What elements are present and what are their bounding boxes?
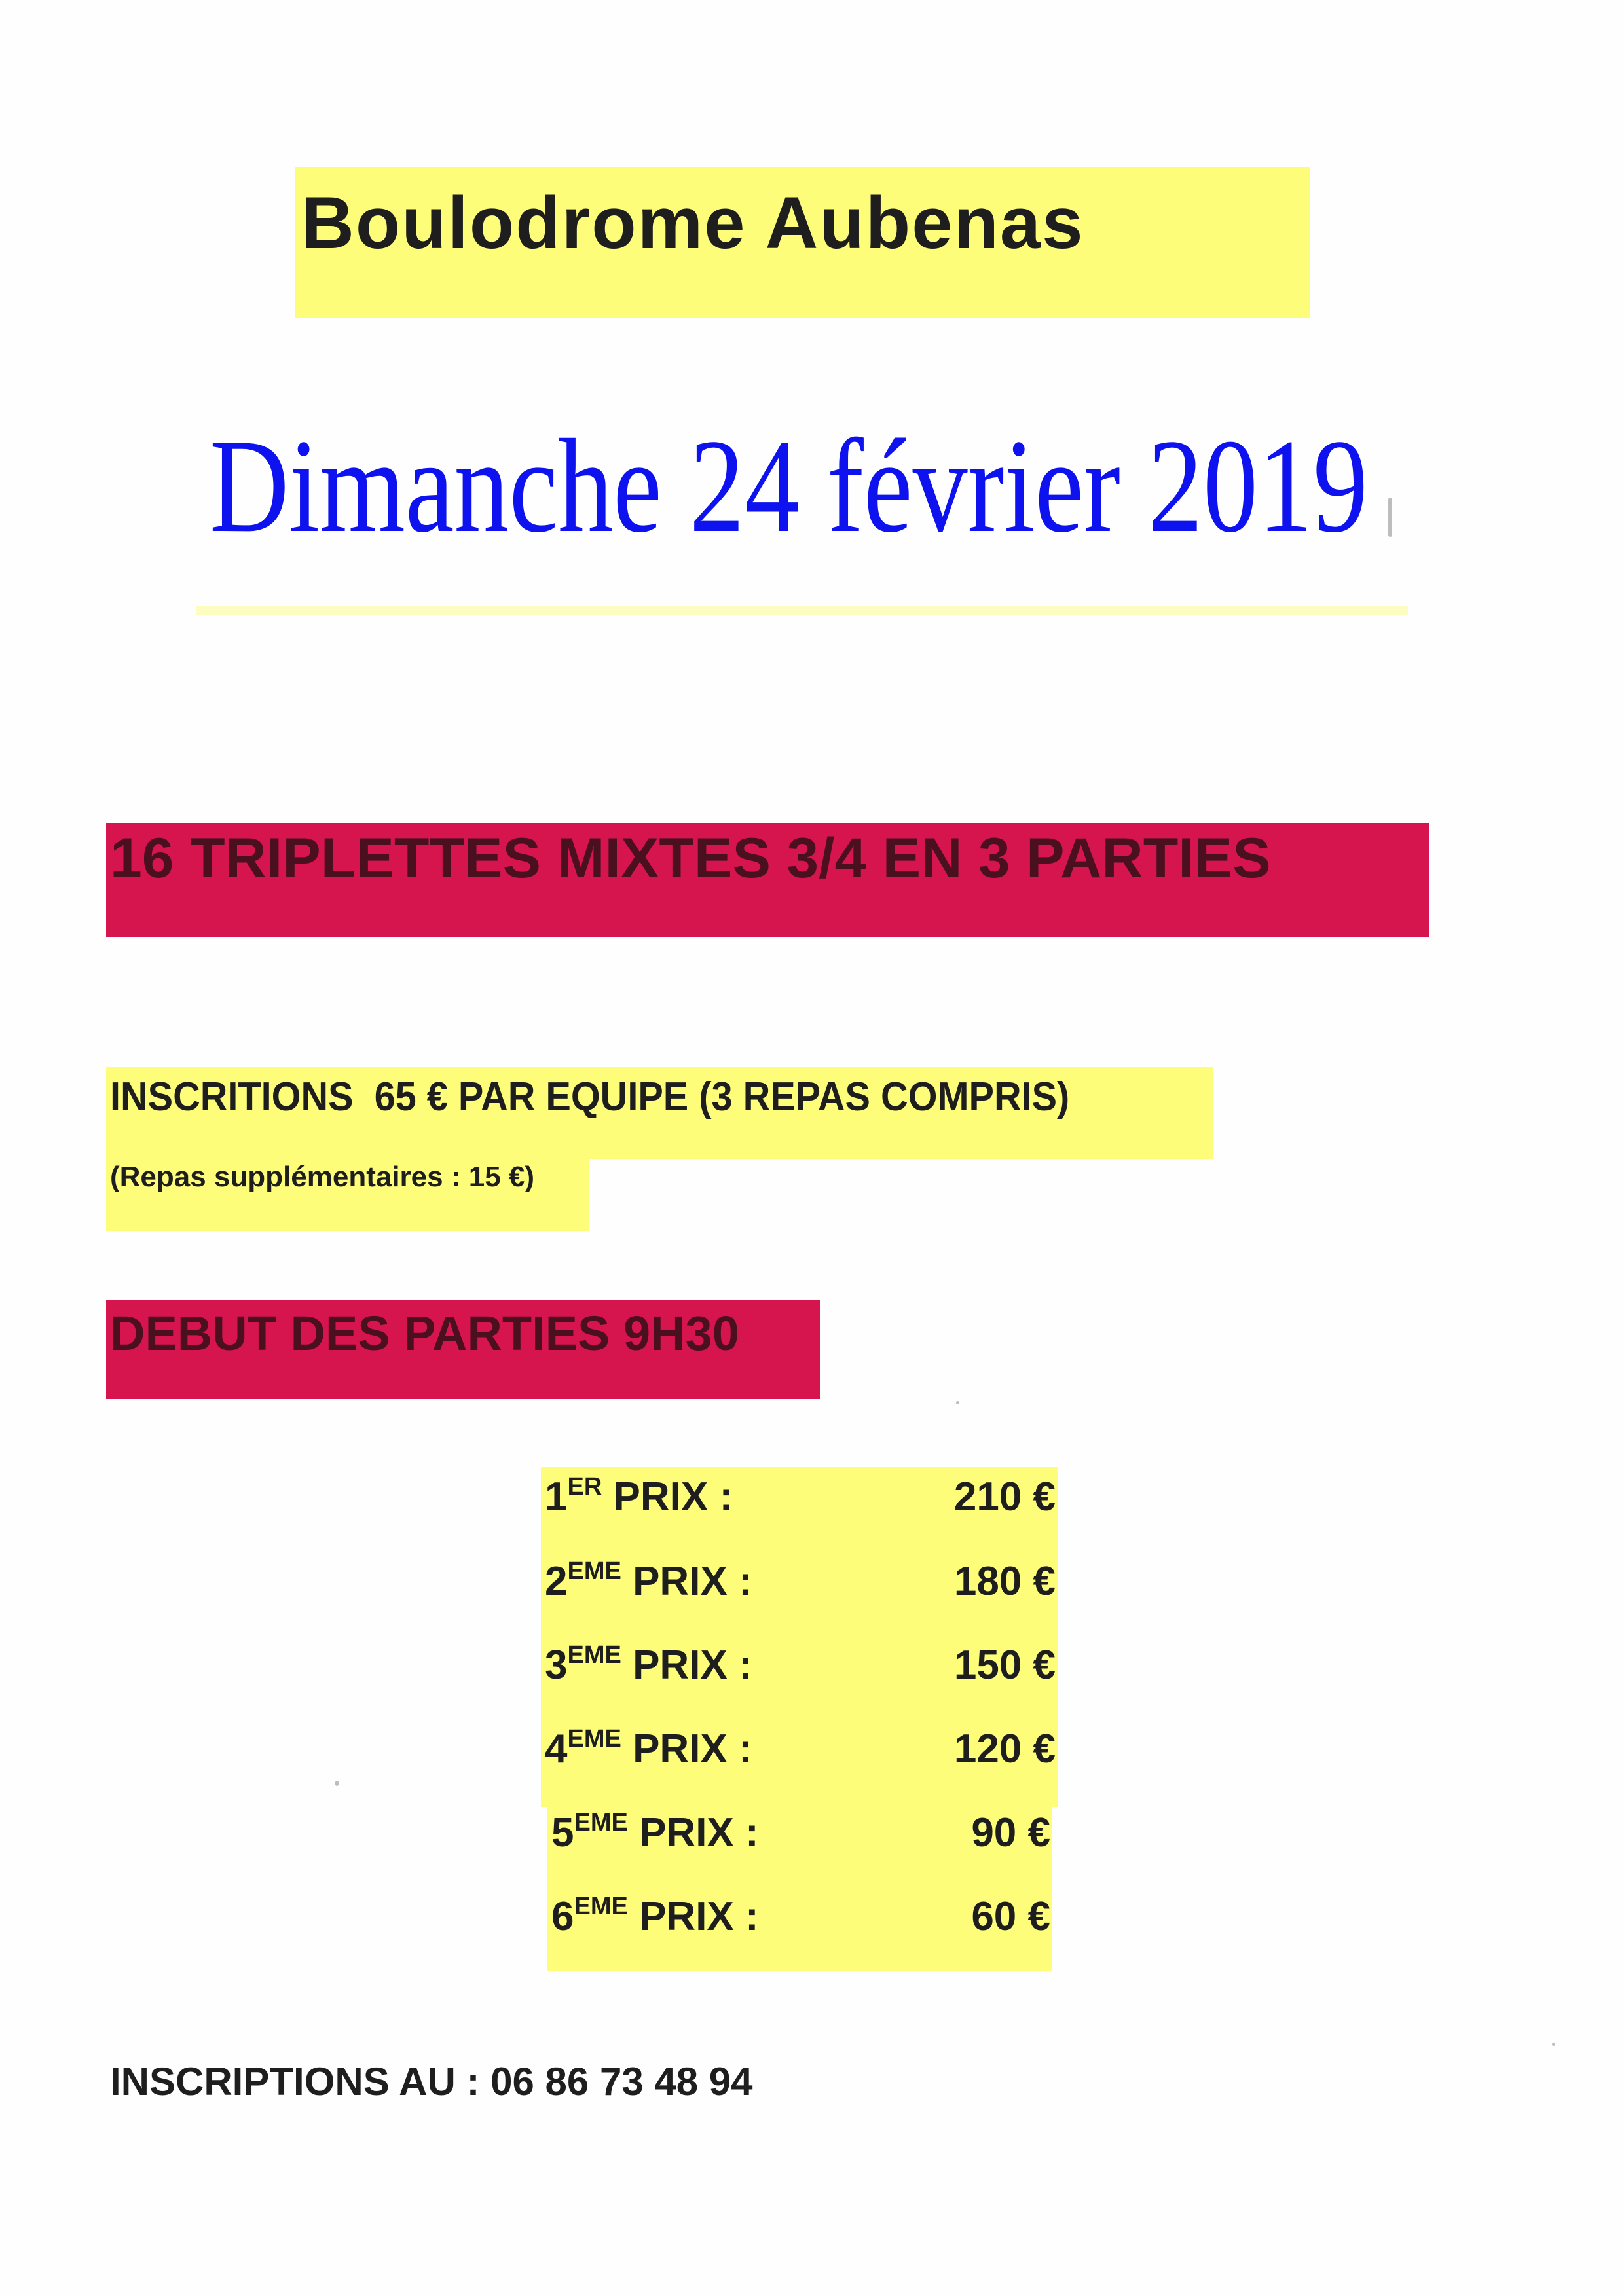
poster-title: Boulodrome Aubenas: [301, 182, 1084, 264]
prize-amount: 90 €: [971, 1810, 1050, 1855]
prize-row: [545, 1464, 1056, 1523]
event-date: Dimanche 24 février 2019: [210, 412, 1369, 560]
scan-speck: [956, 1401, 959, 1404]
prize-rank: 6EME PRIX :: [551, 1893, 759, 1939]
prize-rank: 5EME PRIX :: [551, 1809, 759, 1855]
prize-amount: 150 €: [953, 1643, 1056, 1688]
date-underline-mark: [196, 606, 1408, 615]
prize-row: [551, 1800, 1050, 1859]
prize-row: [545, 1632, 1056, 1691]
prize-row: [545, 1716, 1056, 1775]
start-time: DEBUT DES PARTIES 9H30: [110, 1306, 739, 1360]
prize-rank: 1ER PRIX :: [545, 1473, 733, 1520]
prize-amount: 60 €: [971, 1894, 1050, 1939]
prize-rank: 4EME PRIX :: [545, 1725, 752, 1772]
scan-speck: [1552, 2043, 1555, 2046]
scan-speck: [335, 1781, 339, 1786]
prize-rank: 2EME PRIX :: [545, 1558, 752, 1604]
prize-amount: 120 €: [953, 1726, 1056, 1772]
prize-amount: 180 €: [953, 1559, 1056, 1604]
contact-phone: INSCRIPTIONS AU : 06 86 73 48 94: [110, 2060, 753, 2104]
prize-rank: 3EME PRIX :: [545, 1641, 752, 1688]
extra-meals-price: (Repas supplémentaires : 15 €): [110, 1161, 535, 1193]
registration-fee: INSCRITIONS 65 € PAR EQUIPE (3 REPAS COMPRIS): [110, 1074, 1070, 1120]
prize-row: [551, 1884, 1050, 1942]
tournament-format: 16 TRIPLETTES MIXTES 3/4 EN 3 PARTIES: [110, 827, 1271, 890]
prize-amount: 210 €: [953, 1474, 1056, 1520]
prize-row: [545, 1548, 1056, 1607]
scan-speck: [1388, 498, 1392, 537]
